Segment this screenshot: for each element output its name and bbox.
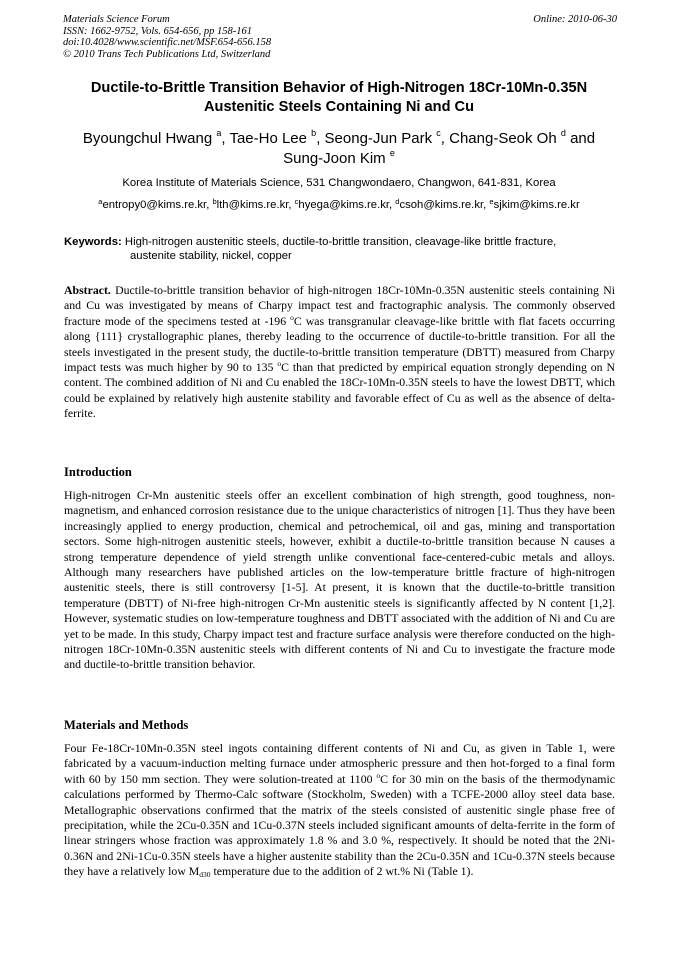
journal-copyright: © 2010 Trans Tech Publications Ltd, Switzerland	[63, 48, 271, 60]
abstract-text-3: C than that predicted by empirical equation strongly depending on N content. The combined addition of Ni and Cu enabled the 18Cr-10Mn-0.35N steels to have the lowest DBTT, which could be explained by relatively high austenite stability and favorable effect of Cu as well as the absence of delta-ferrite.	[64, 360, 615, 421]
methods-text-2: C for 30 min on the basis of the thermodynamic calculations performed by Thermo-Calc software (Stockholm, Sweden) with a TCFE-2000 alloy steel data base. Metallographic observations confirmed that the matrix of the steels consisted of austenitic single phase free of precipitation, while the 2Cu-0.35N and 1Cu-0.37N steels included significant amounts of delta-ferrite in the form of linear stringers whose fraction was approximately 1.8 % and 3.0 %, respectively. It should be noted that the 2Ni-0.36N and 2Ni-1Cu-0.35N steels have a higher austenite stability than the 2Cu-0.35N and 1Cu-0.37N steels because they have a relatively low M	[64, 771, 615, 879]
author-mark: a	[216, 128, 222, 138]
degree-mark: o	[376, 770, 381, 780]
methods-text-3: temperature due to the addition of 2 wt.% Ni (Table 1).	[210, 864, 474, 879]
degree-mark: o	[277, 359, 282, 369]
email-list	[40, 198, 638, 212]
author-and: and	[570, 130, 596, 147]
author-list	[40, 129, 638, 169]
email-separator: ,	[483, 199, 487, 211]
affiliation: Korea Institute of Materials Science, 531 Changwondaero, Changwon, 641-831, Korea	[122, 177, 556, 189]
email-mark: e	[489, 197, 494, 206]
journal-header	[63, 14, 617, 60]
title-line-1: Ductile-to-Brittle Transition Behavior of High-Nitrogen 18Cr-10Mn-0.35N	[90, 80, 588, 96]
author-name: Chang-Seok Oh	[449, 130, 557, 147]
online-date: Online: 2010-06-30	[533, 14, 617, 25]
keywords-block	[64, 235, 620, 263]
keywords-line-1	[64, 235, 620, 249]
email-address[interactable]: lth@kims.re.kr	[216, 199, 289, 211]
author-name: Byoungchul Hwang	[82, 130, 213, 147]
email-address[interactable]: hyega@kims.re.kr	[298, 199, 389, 211]
email-mark: a	[98, 197, 103, 206]
keywords-line-2: austenite stability, nickel, copper	[130, 250, 292, 262]
journal-doi: doi:10.4028/www.scientific.net/MSF.654-656.158	[63, 37, 272, 49]
keywords-label: Keywords:	[64, 236, 122, 248]
email-mark: d	[395, 197, 400, 206]
email-address[interactable]: sjkim@kims.re.kr	[493, 199, 580, 211]
author-mark: d	[560, 128, 566, 138]
author-mark: c	[436, 128, 441, 138]
author-line-1	[40, 129, 638, 149]
email-address[interactable]: csoh@kims.re.kr	[399, 199, 484, 211]
author-separator: ,	[440, 130, 445, 147]
email-mark: b	[212, 197, 217, 206]
abstract-text-2: C was transgranular cleavage-like brittle with flat facets occurring along {111} crystallographic planes, thereby leading to the occurrence of ductile-to-brittle transition. For all the steels investigated in the present study, the ductile-to-brittle transition temperature (DBTT) measured from Charpy impact tests was much higher by 90 to 135	[64, 313, 615, 375]
email-separator: ,	[389, 199, 393, 211]
author-separator: ,	[221, 130, 226, 147]
abstract	[64, 283, 615, 422]
paper-title	[40, 79, 638, 117]
email-mark: c	[294, 197, 299, 206]
methods-heading: Materials and Methods	[64, 718, 189, 732]
abstract-text-1: Ductile-to-brittle transition behavior of high-nitrogen 18Cr-10Mn-0.35N austenitic steels containing Ni and Cu was investigated by means of Charpy impact test and fractographic analysis. The commonly observed fracture mode of the specimens tested at -196	[64, 283, 615, 328]
author-name: Sung-Joon Kim	[283, 150, 386, 167]
degree-mark: o	[290, 312, 294, 322]
title-line-2: Austenitic Steels Containing Ni and Cu	[203, 99, 474, 115]
introduction-text: High-nitrogen Cr-Mn austenitic steels offer an excellent combination of high strength, good toughness, non-magnetism, and enhanced corrosion resistance due to the unique characteristics of nitrogen [1]. Thus they have been increasingly applied to energy production, chemical and petrochemical, oil and gas, mining and transportation sectors. Some high-nitrogen austenitic steels, however, exhibit a ductile-to-brittle transition because N causes a strong temperature dependence of yield strength unlike conventional face-centered-cubic metals and alloys. Although many researchers have published articles on the low-temperature brittle fracture of high-nitrogen austenitic steels, there is still controversy [1-5]. At present, it is known that the ductile-to-brittle transition temperature (DBTT) of Ni-free high-nitrogen Cr-Mn austenitic steels is significantly affected by N content [1,2]. However, systematic studies on low-temperature toughness and DBTT associated with the addition of Ni and Cu are yet to be made. In this study, Charpy impact test and fracture surface analysis were therefore conducted on the high-nitrogen 18Cr-10Mn-0.35N austenitic steels with different contents of Ni and Cu to investigate the fracture mode and ductile-to-brittle transition behavior.	[64, 488, 615, 672]
journal-name: Materials Science Forum	[63, 14, 170, 25]
journal-issn: ISSN: 1662-9752, Vols. 654-656, pp 158-161	[63, 25, 252, 37]
methods-text-1: Four Fe-18Cr-10Mn-0.35N steel ingots containing different contents of Ni and Cu, as given in Table 1, were fabricated by a vacuum-induction melting furnace under atmospheric pressure and then hot-forged to a final form with 60 by 150 mm section. They were solution-treated at 1100	[64, 741, 615, 786]
author-name: Tae-Ho Lee	[229, 130, 307, 147]
author-mark: b	[311, 128, 317, 138]
author-line-2	[40, 149, 638, 169]
email-separator: ,	[206, 199, 210, 211]
author-mark: e	[389, 148, 395, 158]
keywords-text-1: High-nitrogen austenitic steels, ductile-to-brittle transition, cleavage-like brittle fracture,	[124, 236, 557, 248]
author-separator: ,	[316, 130, 321, 147]
email-separator: ,	[288, 199, 292, 211]
abstract-label: Abstract.	[64, 283, 111, 297]
introduction-heading: Introduction	[64, 465, 132, 479]
subscript-d30: d30	[199, 870, 211, 880]
methods-text	[64, 741, 615, 880]
email-address[interactable]: entropy0@kims.re.kr	[102, 199, 207, 211]
author-name: Seong-Jun Park	[324, 130, 433, 147]
